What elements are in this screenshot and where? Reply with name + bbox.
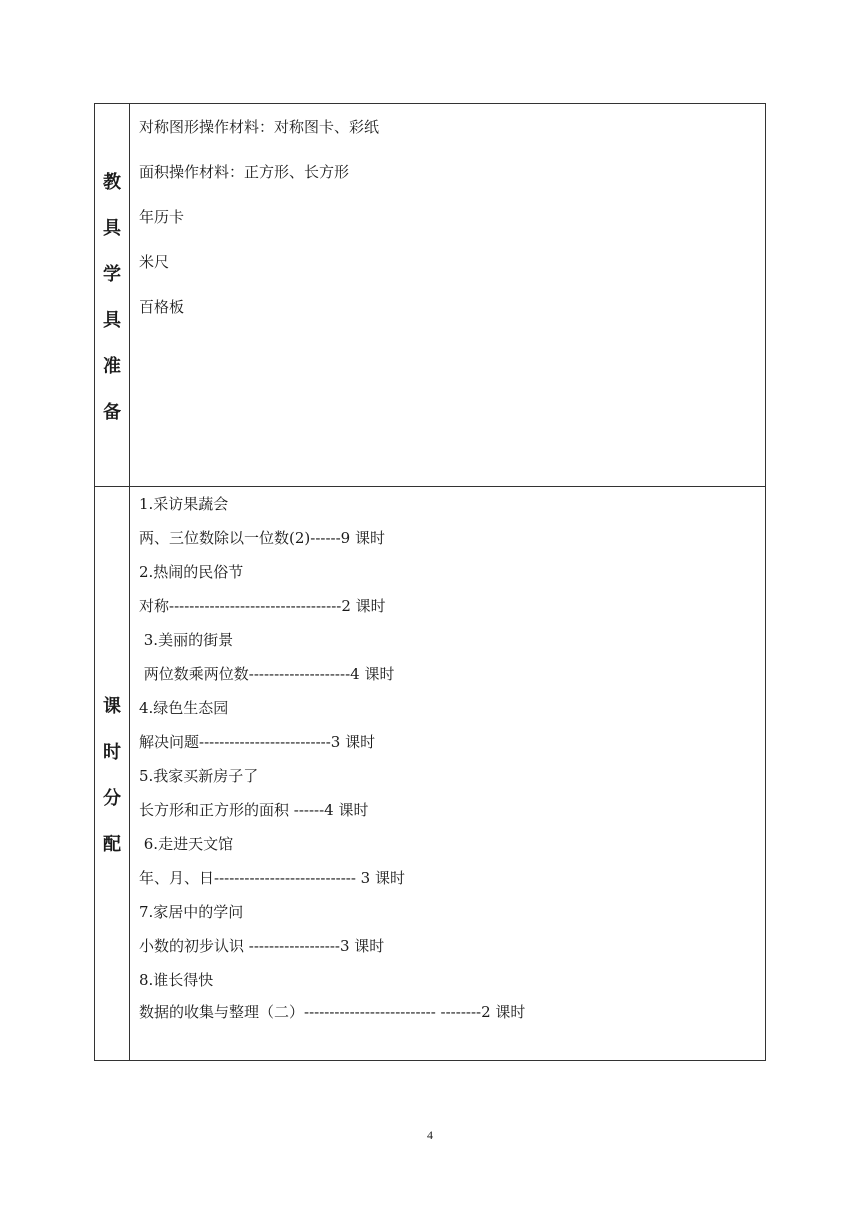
header-char: 配 xyxy=(103,834,121,855)
header-char: 具 xyxy=(103,218,121,239)
schedule-line: 5.我家买新房子了 xyxy=(139,767,259,785)
schedule-line: 6.走进天文馆 xyxy=(139,835,234,853)
schedule-line: 1.采访果蔬会 xyxy=(139,495,229,513)
schedule-line: 两位数乘两位数--------------------4 课时 xyxy=(139,665,395,683)
schedule-line: 两、三位数除以一位数(2)------9 课时 xyxy=(139,529,385,547)
materials-line: 百格板 xyxy=(139,298,185,316)
header-char: 具 xyxy=(103,310,121,331)
schedule-header xyxy=(95,684,129,868)
row-divider xyxy=(94,486,766,487)
materials-line: 对称图形操作材料：对称图卡、彩纸 xyxy=(139,118,380,136)
header-char: 教 xyxy=(103,172,121,193)
materials-line: 米尺 xyxy=(139,253,170,271)
header-char: 分 xyxy=(103,788,121,809)
header-char: 时 xyxy=(103,742,121,763)
schedule-line: 年、月、日---------------------------- 3 课时 xyxy=(139,869,405,887)
schedule-line: 2.热闹的民俗节 xyxy=(139,563,244,581)
page-number: 4 xyxy=(427,1128,433,1142)
header-char: 备 xyxy=(103,402,121,423)
schedule-line: 小数的初步认识 ------------------3 课时 xyxy=(139,937,385,955)
schedule-line: 4.绿色生态园 xyxy=(139,699,229,717)
column-divider xyxy=(129,103,130,1061)
materials-line: 面积操作材料：正方形、长方形 xyxy=(139,163,350,181)
schedule-line: 解决问题--------------------------3 课时 xyxy=(139,733,376,751)
schedule-line: 8.谁长得快 xyxy=(139,971,214,989)
schedule-line: 3.美丽的街景 xyxy=(139,631,234,649)
schedule-line: 长方形和正方形的面积 ------4 课时 xyxy=(139,801,369,819)
materials-line: 年历卡 xyxy=(139,208,185,226)
header-char: 课 xyxy=(103,696,121,717)
schedule-line: 对称----------------------------------2 课时 xyxy=(139,597,386,615)
materials-header xyxy=(95,160,129,436)
schedule-line: 7.家居中的学问 xyxy=(139,903,244,921)
schedule-line: 数据的收集与整理（二）-------------------------- --------2 课时 xyxy=(139,1003,526,1021)
header-char: 学 xyxy=(103,264,121,285)
header-char: 准 xyxy=(103,356,121,377)
